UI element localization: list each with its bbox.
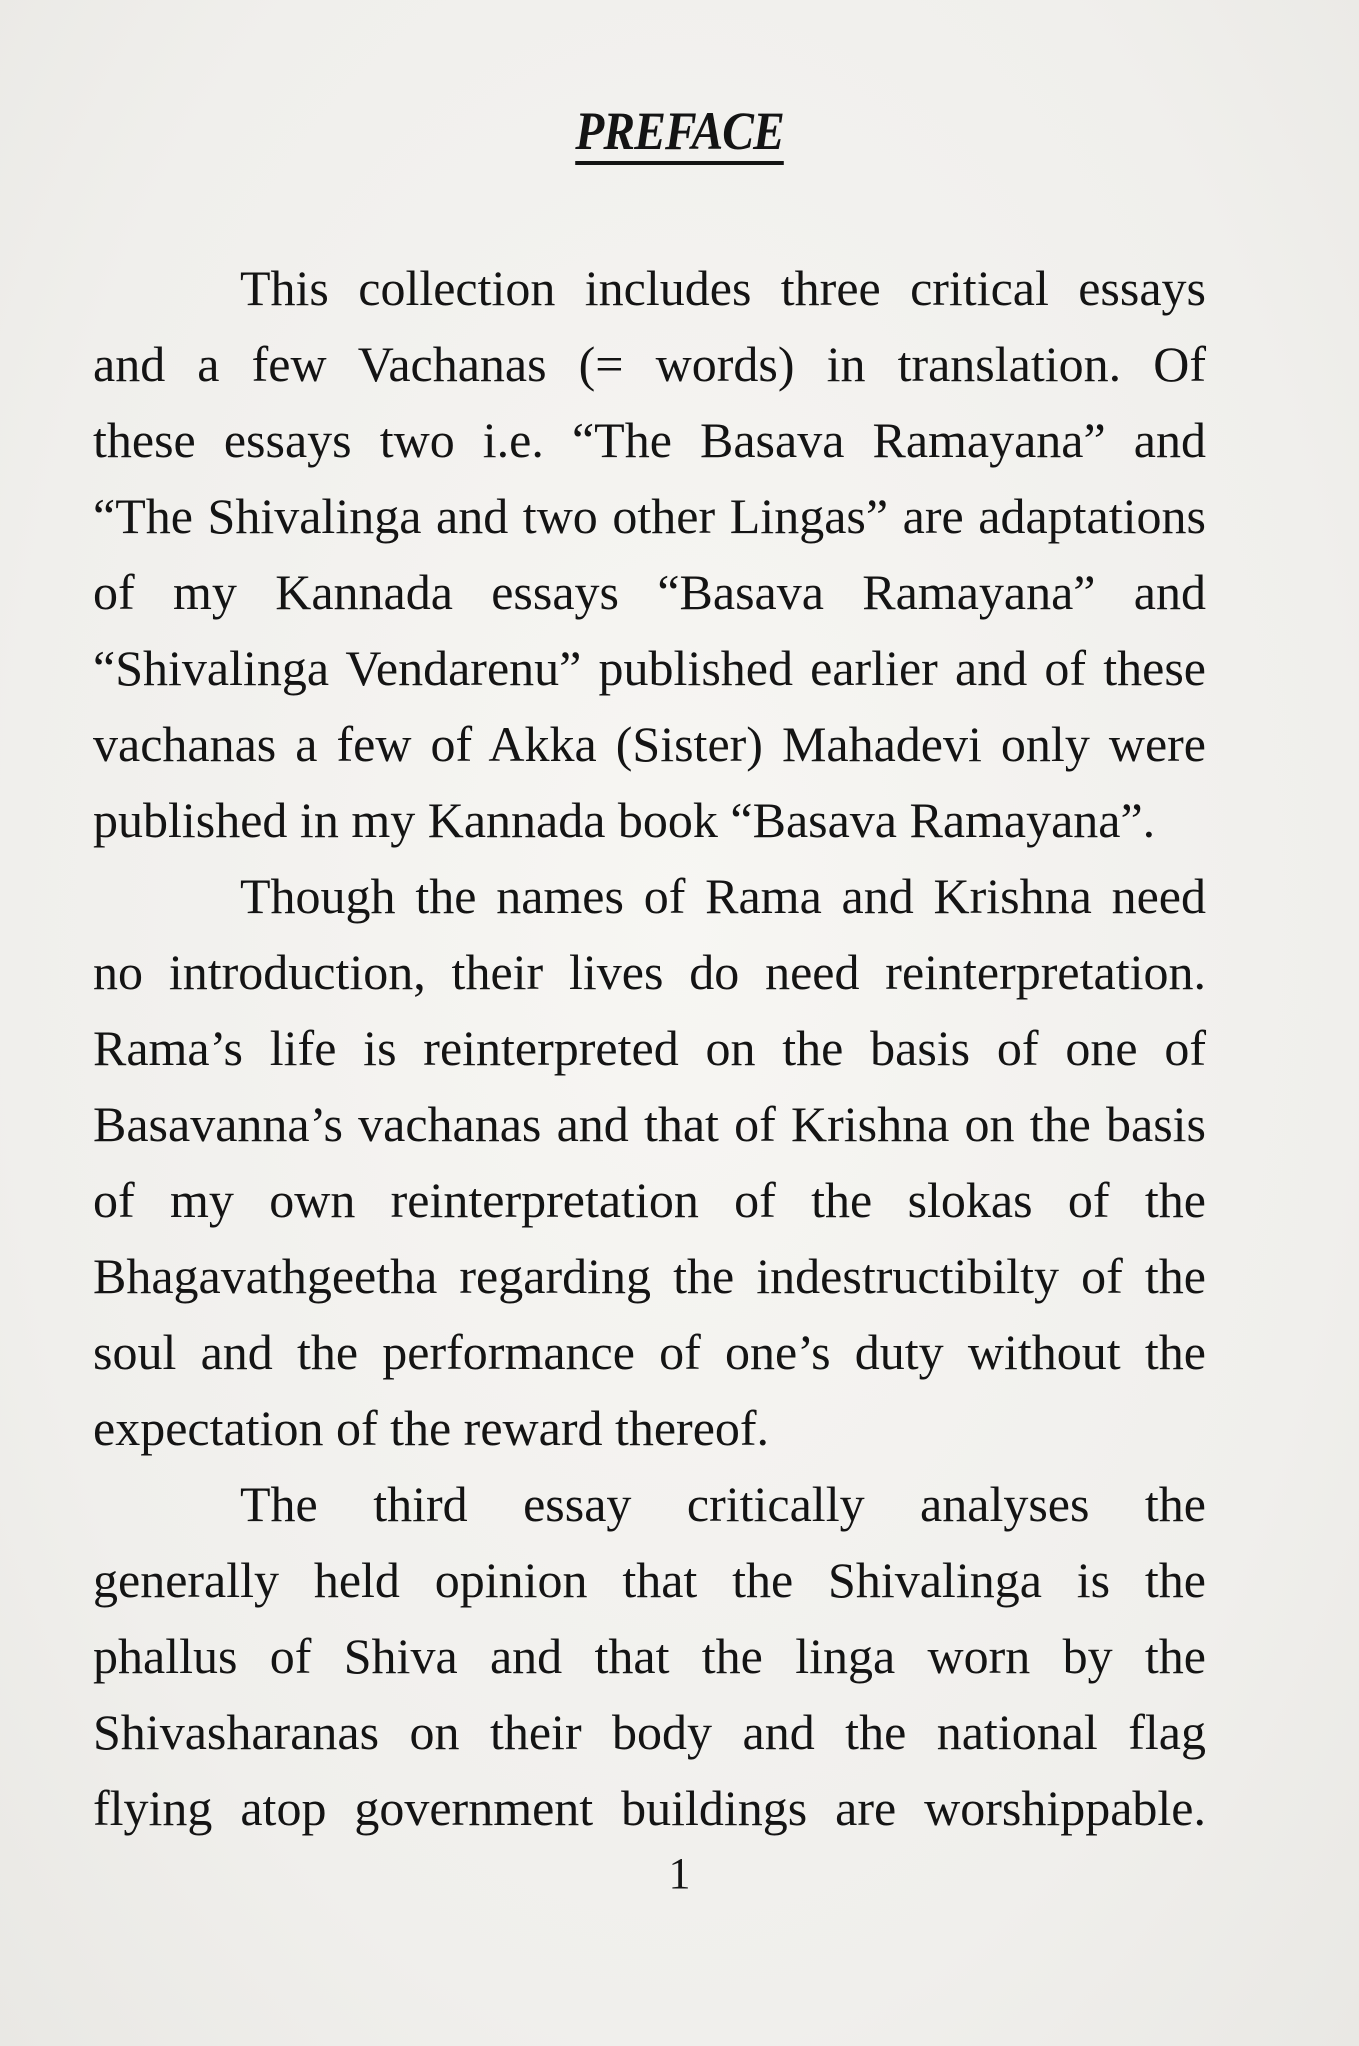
- text-line: Bhagavathgeetha regarding the indestructibilty of the: [93, 1248, 1206, 1304]
- text-line: no introduction, their lives do need reinterpretation.: [93, 944, 1206, 1000]
- text-line: This collection includes three critical essays: [240, 260, 1206, 316]
- text-line: and a few Vachanas (= words) in translation. Of: [93, 336, 1206, 392]
- text-line: Basavanna’s vachanas and that of Krishna on the basis: [93, 1096, 1206, 1152]
- text-line: Though the names of Rama and Krishna need: [240, 868, 1206, 924]
- text-line: of my Kannada essays “Basava Ramayana” and: [93, 564, 1206, 620]
- text-line: phallus of Shiva and that the linga worn by the: [93, 1628, 1206, 1684]
- preface-body: [93, 250, 1206, 1846]
- title-text: PREFACE: [575, 101, 784, 165]
- text-line: flying atop government buildings are worshippable.: [93, 1780, 1206, 1836]
- text-line: Rama’s life is reinterpreted on the basis of one of: [93, 1020, 1206, 1076]
- text-line: generally held opinion that the Shivalinga is the: [93, 1552, 1206, 1608]
- text-line: published in my Kannada book “Basava Ramayana”.: [93, 792, 1156, 848]
- text-line: soul and the performance of one’s duty without the: [93, 1324, 1206, 1380]
- page-title: [0, 100, 1359, 165]
- text-line: “Shivalinga Vendarenu” published earlier and of these: [93, 640, 1206, 696]
- text-line: expectation of the reward thereof.: [93, 1400, 770, 1456]
- text-line: Shivasharanas on their body and the national flag: [93, 1704, 1206, 1760]
- text-line: vachanas a few of Akka (Sister) Mahadevi only were: [93, 716, 1206, 772]
- text-line: of my own reinterpretation of the slokas of the: [93, 1172, 1206, 1228]
- text-line: The third essay critically analyses the: [240, 1476, 1206, 1532]
- text-line: these essays two i.e. “The Basava Ramayana” and: [93, 412, 1206, 468]
- text-line: “The Shivalinga and two other Lingas” are adaptations: [93, 488, 1206, 544]
- page-number: 1: [668, 1849, 691, 1898]
